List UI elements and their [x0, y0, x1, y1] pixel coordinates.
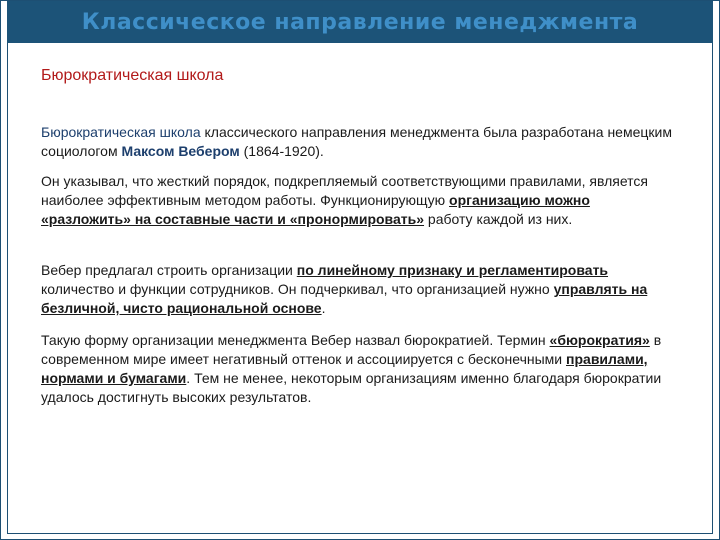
paragraph-1-dates: (1864-1920). — [239, 143, 324, 159]
paragraph-3 — [41, 261, 681, 318]
paragraph-4-emphasis: правилами, нормами и бумагами — [41, 351, 648, 386]
paragraph-3-text: Вебер предлагал строить организации — [41, 262, 297, 278]
paragraph-3-emphasis-1: по линейному признаку и регламентировать — [296, 262, 609, 278]
paragraph-2-text: Он указывал, что жесткий порядок, подкрепляемый соответствующими правилами, является наиболее эффективным методом работы. Функционирующую — [41, 173, 648, 208]
paragraph-2-end: работу каждой из них. — [424, 211, 573, 227]
slide-title: Классическое направление менеджмента — [81, 9, 639, 35]
paragraph-1-text: классического направления менеджмента была разработана немецким социологом — [41, 124, 672, 159]
title-bar — [7, 1, 713, 43]
paragraph-1 — [41, 123, 681, 161]
section-subtitle: Бюрократическая школа — [41, 67, 224, 84]
paragraph-4-end: . Тем не менее, некоторым организациям именно благодаря бюрократии удалось достигнуть высоких результатов. — [41, 370, 662, 405]
bureaucracy-term: «бюрократия» — [549, 332, 650, 348]
paragraph-4-text: Такую форму организации менеджмента Вебер назвал бюрократией. Термин — [41, 332, 550, 348]
paragraph-4 — [41, 331, 681, 407]
weber-name: Максом Вебером — [121, 143, 240, 159]
school-term: Бюрократическая школа — [41, 124, 201, 140]
content-panel — [7, 43, 713, 534]
paragraph-3-middle: количество и функции сотрудников. Он подчеркивал, что организацией нужно — [41, 281, 554, 297]
paragraph-4-middle: в современном мире имеет негативный оттенок и ассоциируется с бесконечными — [41, 332, 662, 367]
paragraph-3-emphasis-2: управлять на безличной, чисто рациональной основе — [41, 281, 648, 316]
paragraph-2-emphasis: организацию можно «разложить» на составные части и «пронормировать» — [41, 192, 590, 227]
paragraph-2 — [41, 172, 681, 229]
paragraph-3-end: . — [321, 300, 326, 316]
